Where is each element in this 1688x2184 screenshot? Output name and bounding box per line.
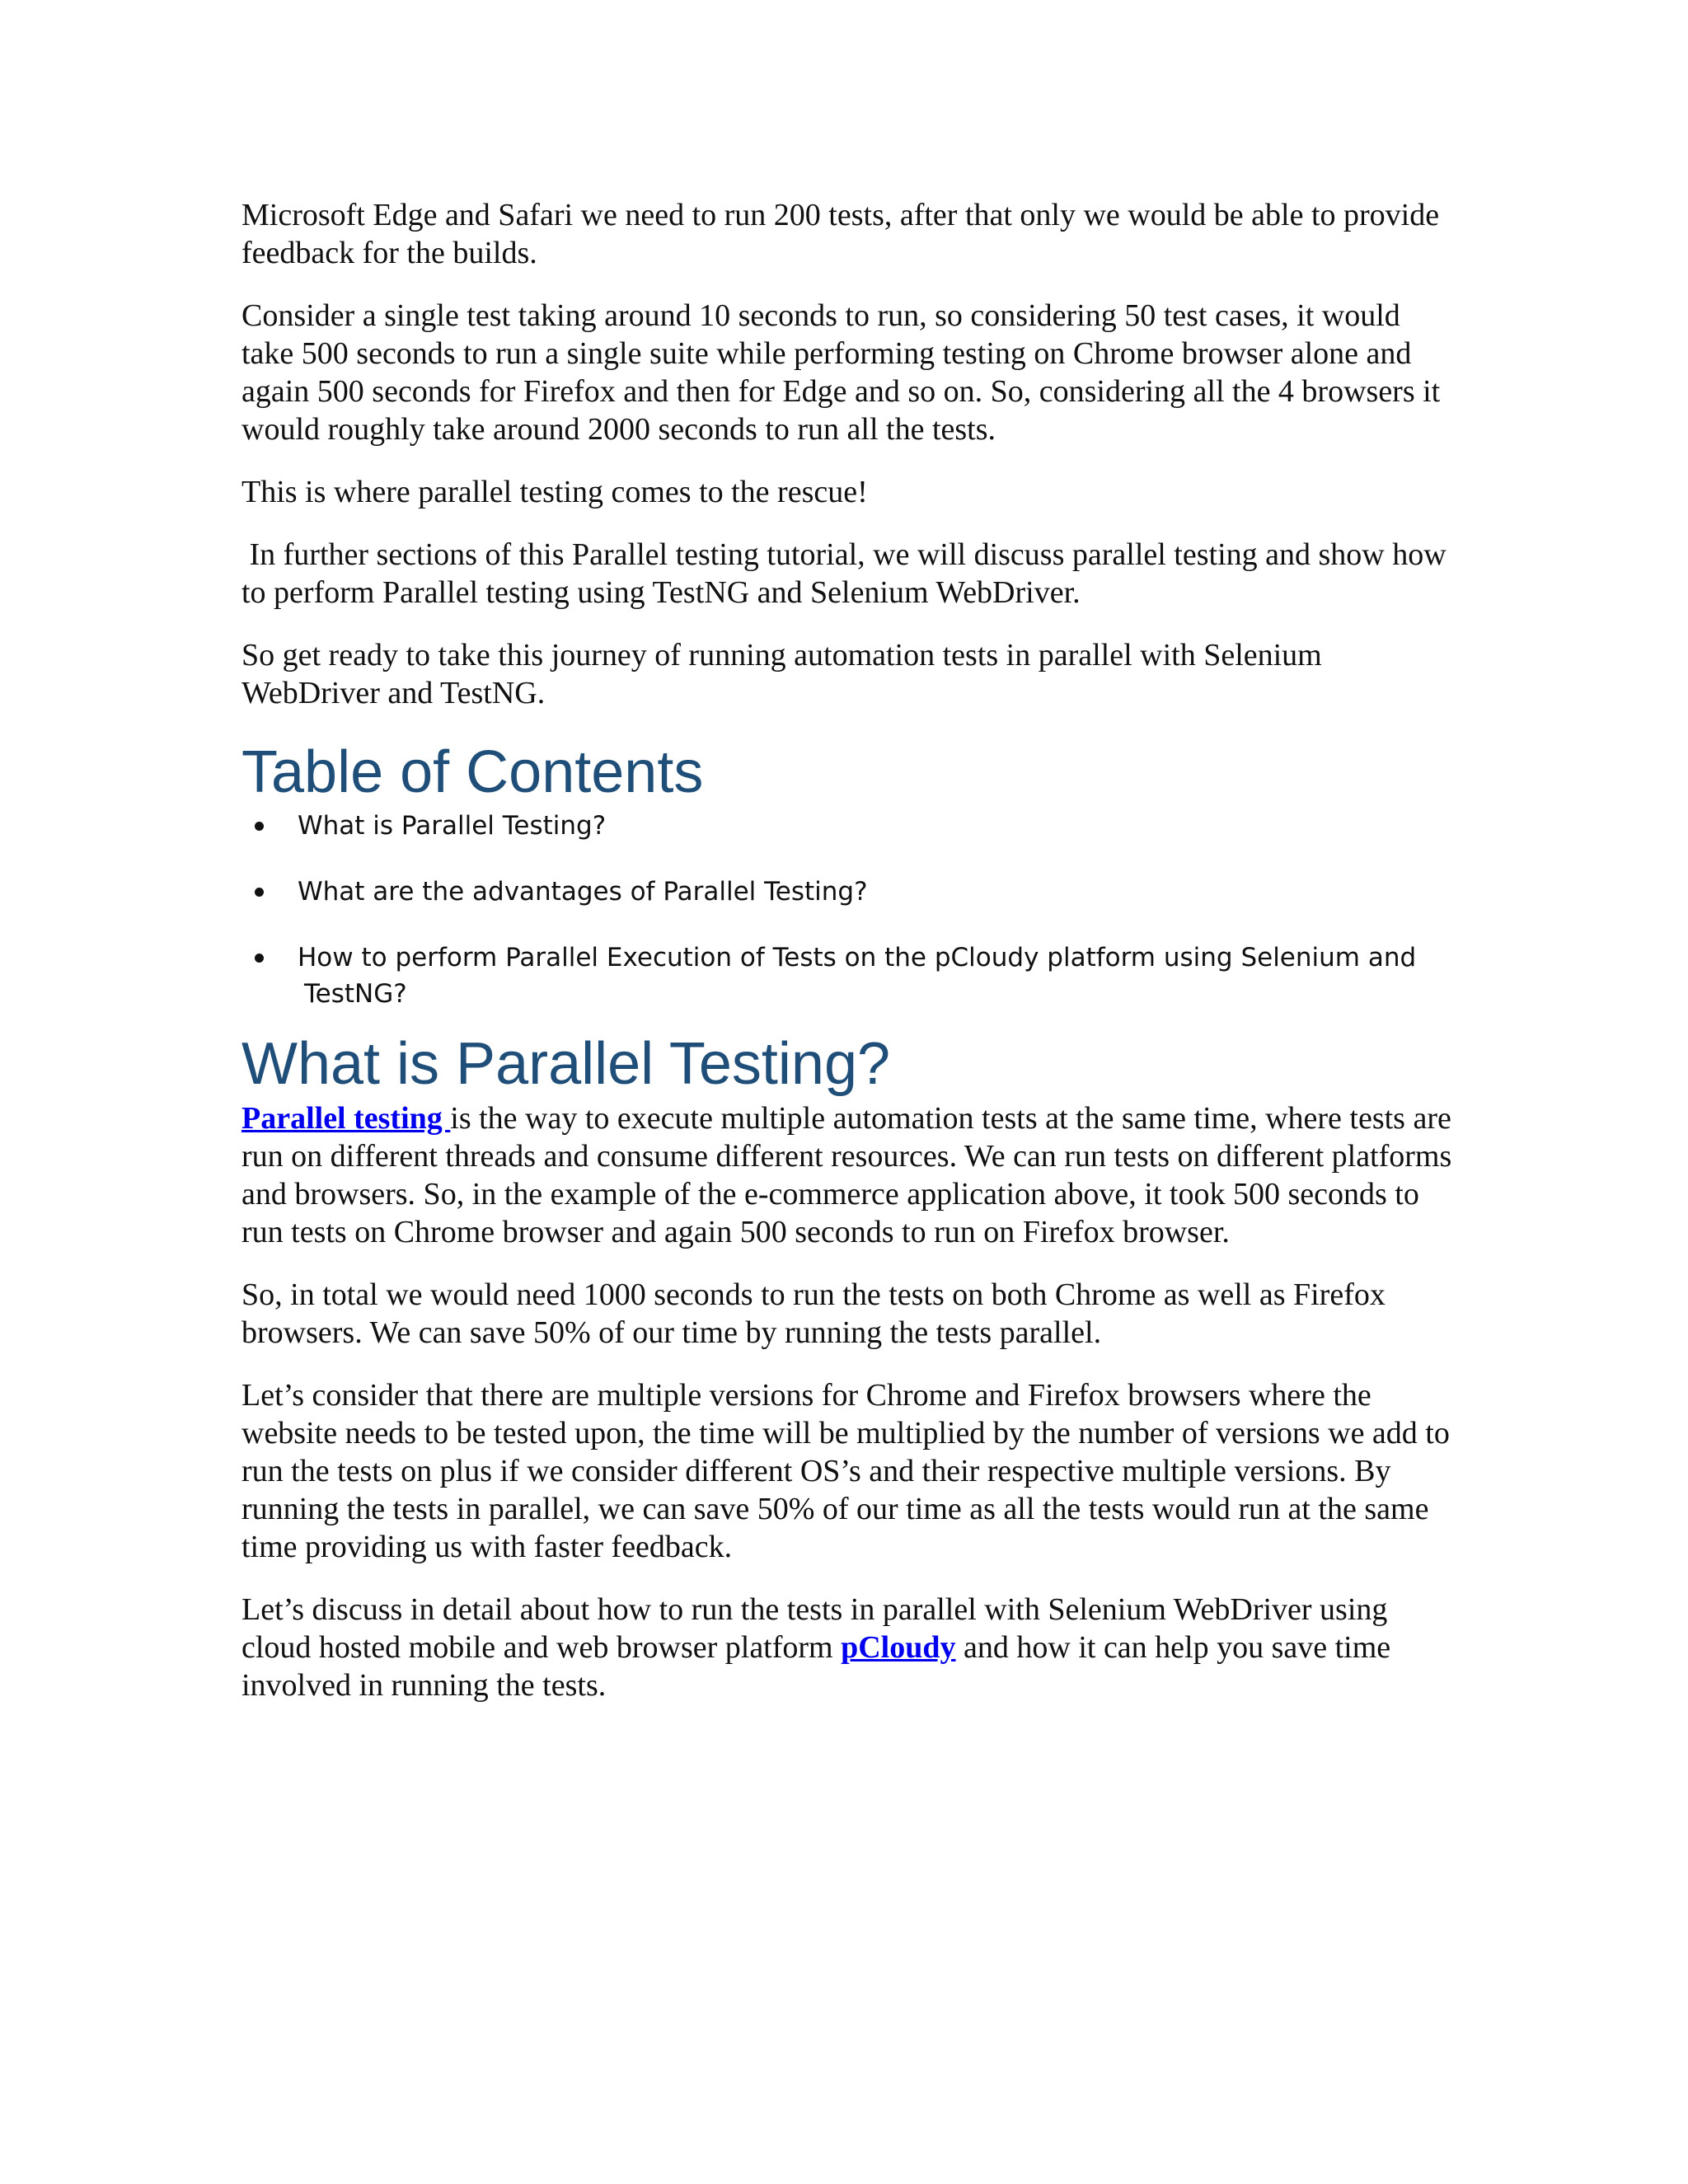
toc-item-advantages[interactable] <box>241 874 1453 910</box>
intro-paragraph-4-text: In further sections of this Parallel testing tutorial, we will discuss parallel testing and show how to perform Parallel testing using TestNG and Selenium WebDriver. <box>241 537 1447 610</box>
toc-item-label-line-1: How to perform Parallel Execution of Tests on the pCloudy platform using Selenium and <box>298 943 1417 972</box>
intro-paragraph-5: So get ready to take this journey of running automation tests in parallel with Selenium WebDriver and TestNG. <box>241 638 1322 710</box>
section-paragraph-1 <box>241 1099 1453 1251</box>
bullet-icon <box>255 954 264 963</box>
toc-item-label: What is Parallel Testing? <box>298 811 607 841</box>
toc-item-label-line-2: TestNG? <box>304 979 407 1009</box>
section-paragraph-2: So, in total we would need 1000 seconds to run the tests on both Chrome as well as Firefox browsers. We can save 50% of our time by running the tests parallel. <box>241 1277 1386 1350</box>
toc-title: Table of Contents <box>241 739 704 805</box>
document-page <box>241 196 1453 1729</box>
intro-paragraph-1: Microsoft Edge and Safari we need to run 200 tests, after that only we would be able to provide feedback for the builds. <box>241 198 1440 270</box>
toc-list <box>241 808 1453 1012</box>
toc-item-parallel-execution-pcloudy[interactable] <box>241 940 1453 1012</box>
section-paragraph-4-text-before: Let’s discuss in detail about how to run the tests in parallel with Selenium WebDriver using cloud hosted mobile and web browser platform <box>241 1592 1388 1665</box>
section-title: What is Parallel Testing? <box>241 1031 891 1097</box>
toc-item-label: What are the advantages of Parallel Testing? <box>298 877 868 907</box>
section-paragraph-4-text-after: and how it can help you save time involved in running the tests. <box>241 1630 1391 1703</box>
intro-paragraph-2: Consider a single test taking around 10 seconds to run, so considering 50 test cases, it would take 500 seconds to run a single suite while performing testing on Chrome browser alone and again 500 seconds for Firefox and then for Edge and so on. So, considering all the 4 browsers it would roughly take around 2000 seconds to run all the tests. <box>241 298 1441 447</box>
section-paragraph-1-text: is the way to execute multiple automation tests at the same time, where tests are run on different threads and consume different resources. We can run tests on different platforms and browsers. So, in the example of the e-commerce application above, it took 500 seconds to run tests on Chrome browser and again 500 seconds to run on Firefox browser. <box>241 1101 1452 1249</box>
section-paragraph-3: Let’s consider that there are multiple versions for Chrome and Firefox browsers where the website needs to be tested upon, the time will be multiplied by the number of versions we add to run the tests on plus if we consider different OS’s and their respective multiple versions. By running the tests in parallel, we can save 50% of our time as all the tests would run at the same time providing us with faster feedback. <box>241 1378 1450 1564</box>
toc-item-what-is-parallel-testing[interactable] <box>241 808 1453 844</box>
parallel-testing-link[interactable]: Parallel testing <box>241 1101 451 1136</box>
section-paragraph-4 <box>241 1591 1453 1704</box>
intro-paragraph-4 <box>241 536 1453 612</box>
bullet-icon <box>255 888 264 897</box>
pcloudy-link[interactable]: pCloudy <box>841 1630 956 1665</box>
intro-paragraph-3: This is where parallel testing comes to the rescue! <box>241 475 868 509</box>
bullet-icon <box>255 822 264 831</box>
